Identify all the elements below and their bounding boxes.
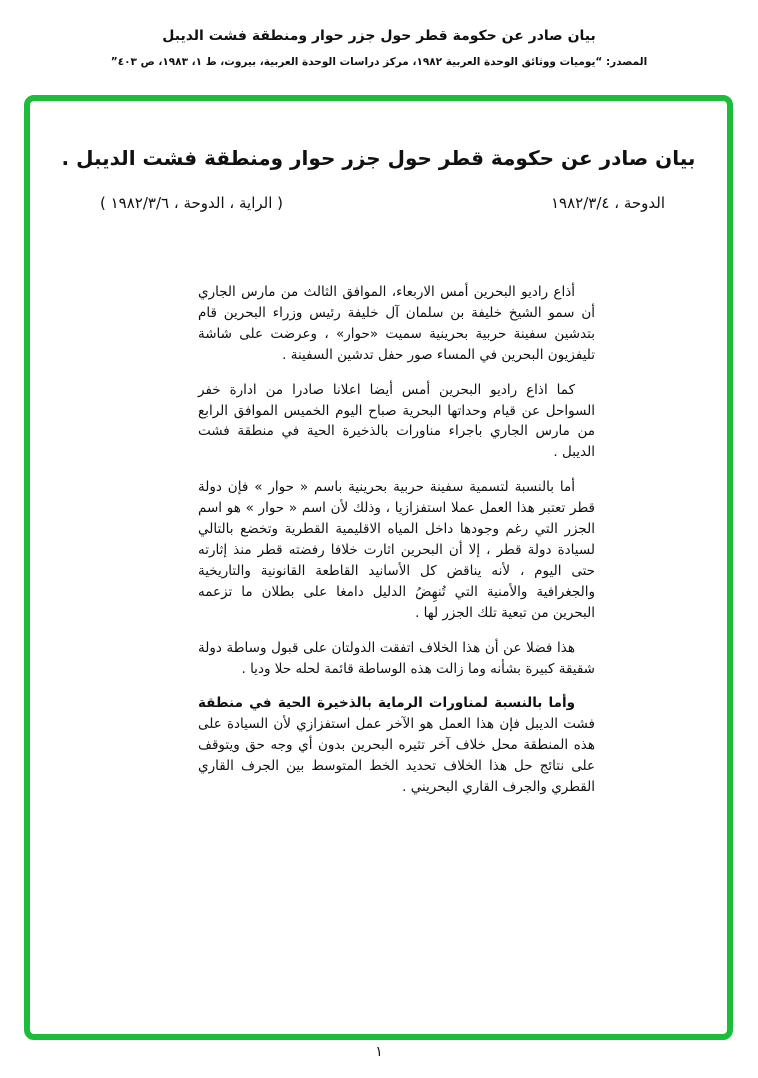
dateline-place-date: الدوحة ، ١٩٨٢/٣/٤: [551, 194, 665, 212]
page-header-title: بيان صادر عن حكومة قطر حول جزر حوار ومنطقة فشت الديبل: [162, 28, 596, 44]
paragraph-2: كما اذاع راديو البحرين أمس أيضا اعلانا صادرا من ادارة خفر السواحل عن قيام وحداتها البحرية صباح اليوم الخميس الموافق الرابع من مارس الجاري باجراء مناورات بالذخيرة الحية في منطقة فشت الديبل .: [198, 381, 595, 461]
document-title: بيان صادر عن حكومة قطر حول جزر حوار ومنطقة فشت الديبل .: [61, 146, 696, 170]
paragraph-5-lead: وأما بالنسبة لمناورات الرماية بالذخيرة الحية في منطقة: [198, 695, 575, 712]
paragraph-5-rest: فشت الديبل فإن هذا العمل هو الآخر عمل استفزازي لأن السيادة على هذه المنطقة محل خلاف آخر تثيره البحرين بدون أي وجه حق ويتوقف على نتائج حل هذا الخلاف تحديد الخط المتوسط بين الجرف القاري القطري والجرف القاري البحريني .: [198, 716, 595, 796]
document-body: [198, 282, 595, 798]
paragraph-3: أما بالنسبة لتسمية سفينة حربية بحرينية باسم « حوار » فإن دولة قطر تعتبر هذا العمل عملا استفزازيا ، وذلك لأن اسم « حوار » هو اسم الجزر التي رغم وجودها داخل المياه الاقليمية القطرية وتخضع بالتالي لسيادة دولة قطر ، إلا أن البحرين اثارت خلافا رفضته قطر منذ إثارته حتى اليوم ، لأنه يناقض كل الأسانيد القاطعة القانونية والتاريخية والجغرافية والأمنية التي تُنهِضُ الدليل دامغا على بطلان ما تزعمه البحرين من تبعية تلك الجزر لها .: [198, 479, 595, 621]
page-number: ١: [375, 1044, 383, 1060]
paragraph-5: [198, 693, 595, 798]
paragraph-1: أذاع راديو البحرين أمس الاربعاء، الموافق الثالث من مارس الجاري أن سمو الشيخ خليفة بن سلمان آل خليفة رئيس وزراء البحرين قام بتدشين سفينة حربية بحرينية سميت «حوار» ، وعرضت على شاشة تليفزيون البحرين في المساء صور حفل تدشين السفينة .: [198, 284, 595, 363]
page-header-source-line: المصدر: “يوميات ووثائق الوحدة العربية ١٩٨٢، مركز دراسات الوحدة العربية، بيروت، ط ١، ١٩٨٣، ص ٤٠٣”: [110, 56, 648, 68]
document-frame: [24, 95, 733, 1040]
dateline: [30, 193, 727, 214]
paragraph-4: هذا فضلا عن أن هذا الخلاف اتفقت الدولتان على قبول وساطة دولة شقيقة كبيرة بشأنه وما زالت هذه الوساطة قائمة لحله حلا وديا .: [198, 639, 595, 677]
dateline-source-ref: ( الراية ، الدوحة ، ١٩٨٢/٣/٦ ): [100, 194, 284, 212]
